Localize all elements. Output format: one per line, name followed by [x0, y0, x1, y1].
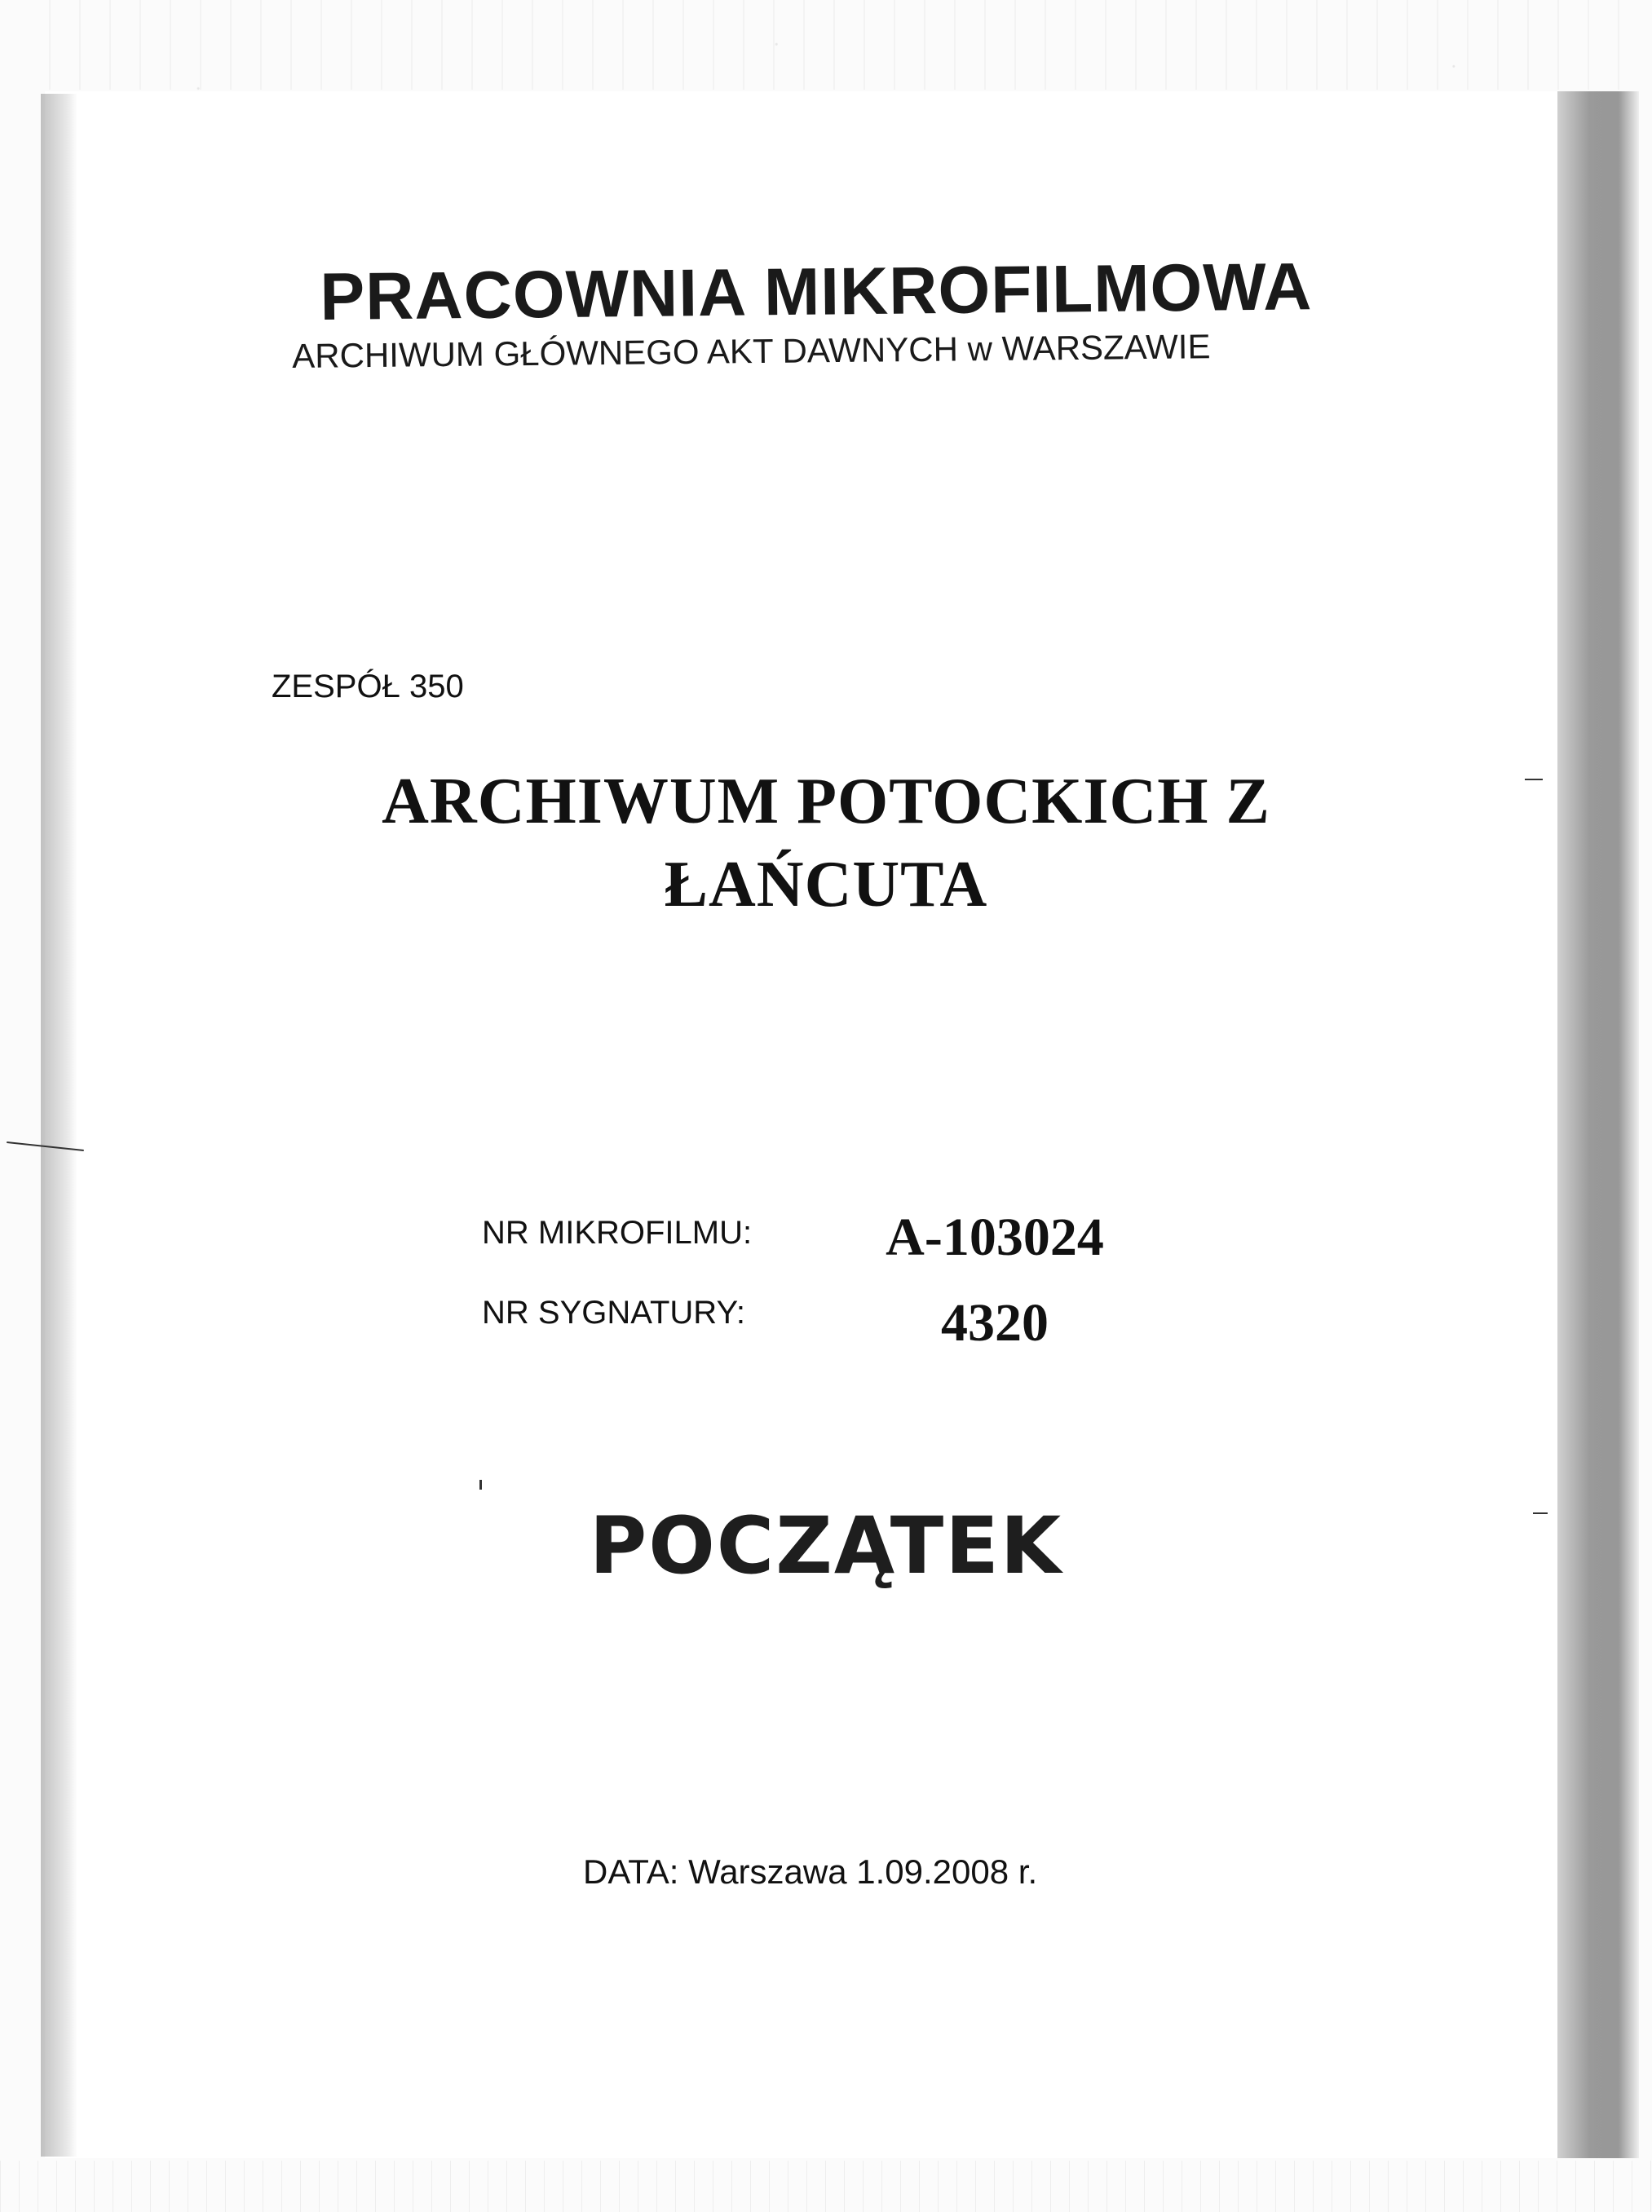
status-heading: POCZĄTEK	[589, 1500, 1063, 1592]
signature-number-label: NR SYGNATURY:	[482, 1295, 746, 1331]
date-line: DATA: Warszawa 1.09.2008 r.	[583, 1852, 1038, 1891]
document-page	[45, 91, 1594, 2158]
header-subtitle: ARCHIWUM GŁÓWNEGO AKT DAWNYCH w WARSZAWIE	[292, 327, 1211, 375]
scan-top-edge	[49, 0, 1639, 90]
page-left-shadow	[41, 94, 77, 2157]
scan-speck	[479, 1480, 482, 1490]
microfilm-number-value: A-103024	[886, 1208, 1104, 1267]
fond-number: ZESPÓŁ 350	[272, 669, 464, 704]
scan-bottom-edge	[0, 2161, 1652, 2212]
collection-title-line1: ARCHIWUM POTOCKICH Z	[382, 766, 1270, 837]
page-right-shadow	[1557, 91, 1639, 2158]
header-title: PRACOWNIA MIKROFILMOWA	[320, 249, 1313, 334]
signature-number-value: 4320	[941, 1293, 1049, 1353]
collection-title-line2: ŁAŃCUTA	[664, 849, 988, 921]
microfilm-number-label: NR MIKROFILMU:	[482, 1215, 753, 1251]
